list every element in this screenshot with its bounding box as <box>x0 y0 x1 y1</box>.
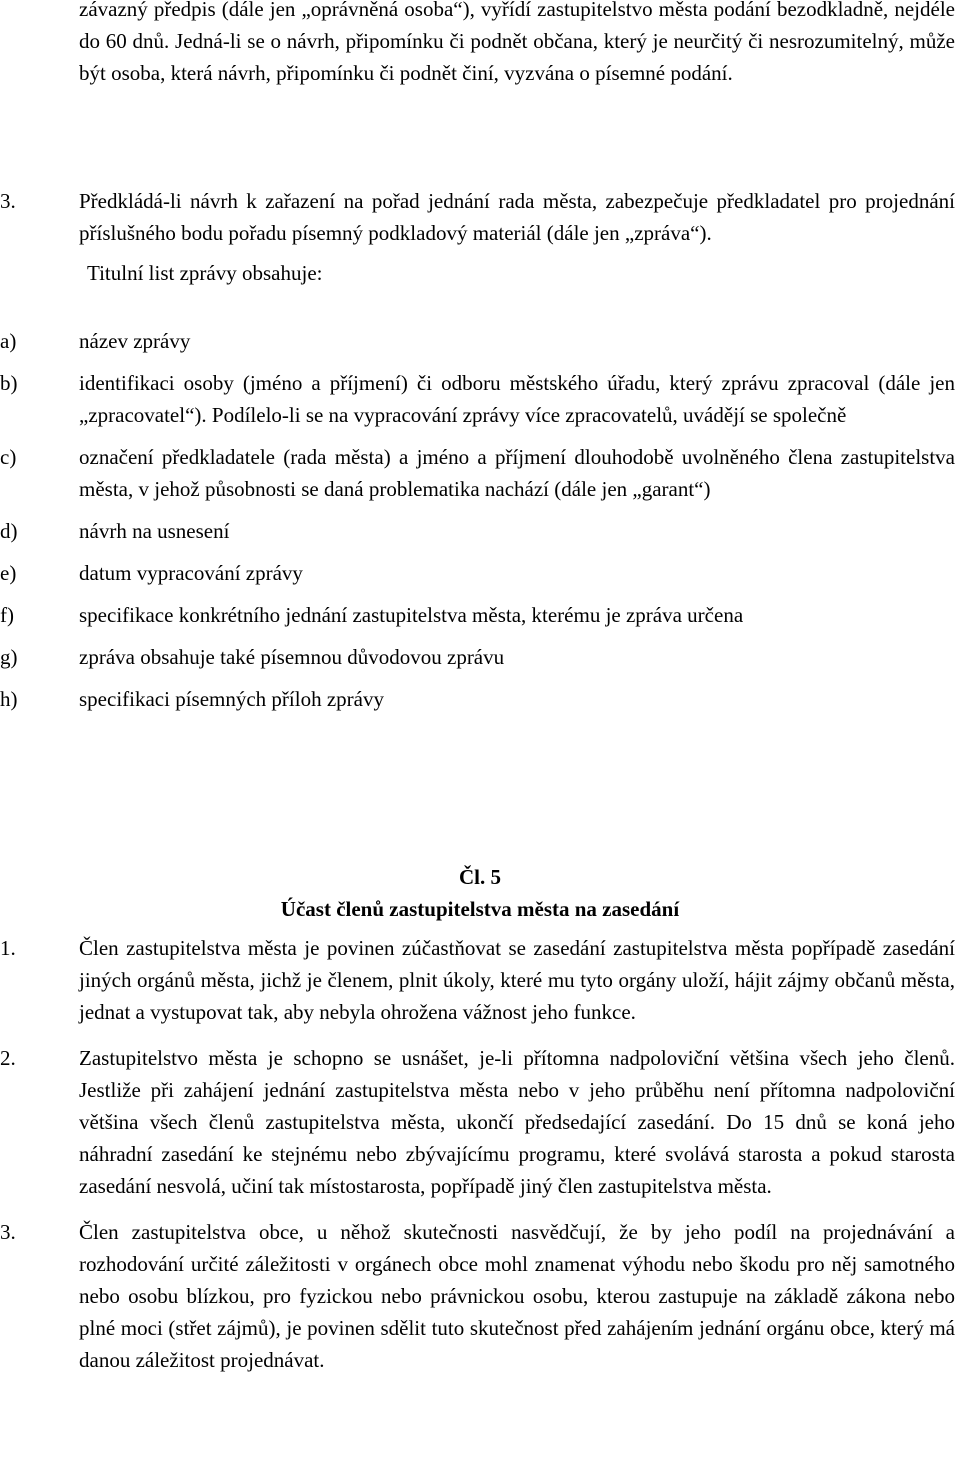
list-item-text: identifikaci osoby (jméno a příjmení) či odboru městského úřadu, který zprávu zpracoval (dále jen „zpracovatel“). Podílelo-li se na vypracování zprávy více zpracovatelů, uvádějí se společně <box>79 371 955 427</box>
list-item-text: specifikaci písemných příloh zprávy <box>79 687 384 711</box>
list-item-f <box>0 599 955 631</box>
article-paragraph-2 <box>0 1042 955 1202</box>
article-paragraphs <box>0 932 960 1376</box>
list-item-d <box>0 515 955 547</box>
list-item-text: název zprávy <box>79 329 191 353</box>
list-item-a <box>0 325 955 357</box>
list-item-label: h) <box>0 687 18 711</box>
list-item-label: c) <box>0 445 17 469</box>
list-item-label: g) <box>0 645 18 669</box>
paragraph-text: Člen zastupitelstva města je povinen zúčastňovat se zasedání zastupitelstva města popřípadě zasedání jiných orgánů města, jichž je členem, plnit úkoly, které mu tyto orgány uloží, hájit zájmy občanů města, jednat a vystupovat tak, aby nebyla ohrožena vážnost jeho funkce. <box>79 936 955 1024</box>
list-item-label: a) <box>0 329 17 353</box>
article-paragraph-1 <box>0 932 955 1028</box>
list-item-label: e) <box>0 561 17 585</box>
list-item-e <box>0 557 955 589</box>
paragraph-number: 3. <box>0 1220 16 1244</box>
list-item-b <box>0 367 955 431</box>
article-header <box>0 861 960 925</box>
paragraph-number: 2. <box>0 1046 16 1070</box>
paragraph-text: Člen zastupitelstva obce, u něhož skutečnosti nasvědčují, že by jeho podíl na projednávání a rozhodování určité záležitosti v orgánech obce mohl znamenat výhodu nebo škodu pro něj samotného nebo osobu blízkou, pro fyzickou nebo právnickou osobu, kterou zastupuje na základě zákona nebo plné moci (střet zájmů), je povinen sdělit tuto skutečnost před zahájením jednání orgánu obce, který má danou záležitost projednávat. <box>79 1220 955 1372</box>
list-item-label: f) <box>0 603 14 627</box>
list-item-text: označení předkladatele (rada města) a jméno a příjmení dlouhodobě uvolněného člena zastupitelstva města, v jehož působnosti se daná problematika nachází (dále jen „garant“) <box>79 445 955 501</box>
list-item-text: datum vypracování zprávy <box>79 561 303 585</box>
list-heading: Titulní list zprávy obsahuje: <box>87 261 323 285</box>
list-item-text: specifikace konkrétního jednání zastupitelstva města, kterému je zpráva určena <box>79 603 744 627</box>
list-item-c <box>0 441 955 505</box>
list-item-h <box>0 683 955 715</box>
article-number: Čl. 5 <box>459 865 501 889</box>
list-item-text: zpráva obsahuje také písemnou důvodovou zprávu <box>79 645 505 669</box>
article-paragraph-3 <box>0 1216 955 1376</box>
list-item-g <box>0 641 955 673</box>
intro-paragraph <box>79 0 955 89</box>
list-item-text: návrh na usnesení <box>79 519 230 543</box>
paragraph-text: Zastupitelstvo města je schopno se usnášet, je-li přítomna nadpoloviční většina všech jeho členů. Jestliže při zahájení jednání zastupitelstva města nebo v jeho průběhu není přítomna nadpoloviční většina všech členů zastupitelstva města, ukončí předsedající zasedání. Do 15 dnů se koná jeho náhradní zasedání ke stejnému nebo zbývajícímu programu, které svolává starosta a pokud starosta zasedání nesvolá, učiní tak místostarosta, popřípadě jiný člen zastupitelstva města. <box>79 1046 955 1198</box>
article-title: Účast členů zastupitelstva města na zasedání <box>280 897 680 921</box>
paragraph-number: 1. <box>0 936 16 960</box>
point-3-text: Předkládá-li návrh k zařazení na pořad jednání rada města, zabezpečuje předkladatel pro projednání příslušného bodu pořadu písemný podkladový materiál (dále jen „zpráva“). <box>79 189 955 245</box>
point-3-number: 3. <box>0 189 16 213</box>
list-item-label: b) <box>0 371 18 395</box>
content-list <box>0 325 960 715</box>
point-3 <box>0 185 960 289</box>
list-item-label: d) <box>0 519 18 543</box>
intro-text: závazný předpis (dále jen „oprávněná osoba“), vyřídí zastupitelstvo města podání bezodkladně, nejdéle do 60 dnů. Jedná-li se o návrh, připomínku či podnět občana, který je neurčitý či nesrozumitelný, může být osoba, která návrh, připomínku či podnět činí, vyzvána o písemné podání. <box>79 0 955 85</box>
